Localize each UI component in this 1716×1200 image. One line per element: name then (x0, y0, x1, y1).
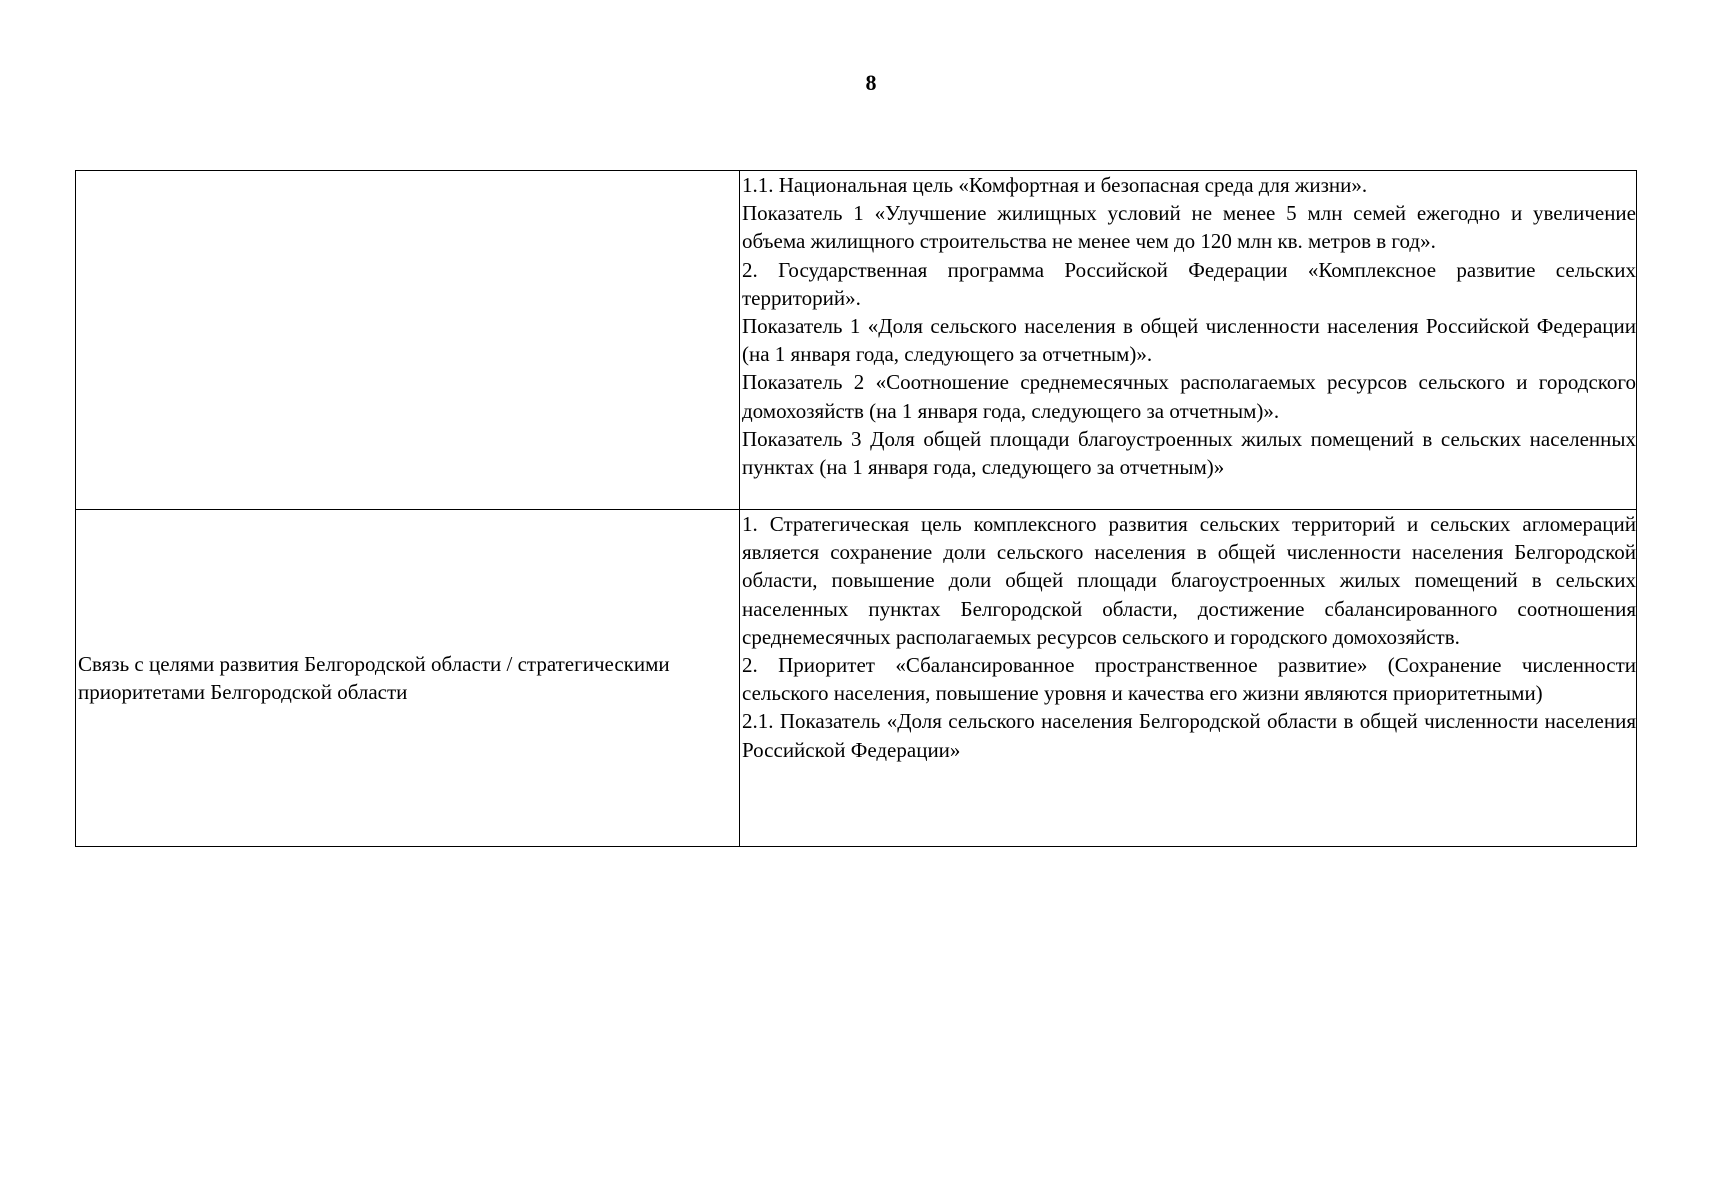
table-row (76, 510, 1637, 847)
paragraph: 1. Стратегическая цель комплексного развития сельских территорий и сельских агломераций является сохранение доли сельского населения в общей численности населения Белгородской области, повышение доли общей площади благоустроенных жилых помещений в сельских населенных пунктах Белгородской области, достижение сбалансированного соотношения среднемесячных располагаемых ресурсов сельского и городского домохозяйств. (742, 512, 1636, 649)
paragraph: 2. Приоритет «Сбалансированное пространственное развитие» (Сохранение численности сельского населения, повышение уровня и качества его жизни являются приоритетными) (742, 653, 1636, 706)
paragraph: 2. Государственная программа Российской Федерации «Комплексное развитие сельских территорий». (742, 257, 1636, 310)
table-cell-right (740, 171, 1637, 510)
goals-table (75, 170, 1637, 847)
table-row (76, 171, 1637, 510)
paragraph: 2.1. Показатель «Доля сельского населения Белгородской области в общей численности населения Российской Федерации» (742, 709, 1636, 762)
table-cell-left: Связь с целями развития Белгородской области / стратегическими приоритетами Белгородской области (76, 510, 740, 847)
paragraph: Показатель 3 Доля общей площади благоустроенных жилых помещений в сельских населенных пунктах (на 1 января года, следующего за отчетным)» (742, 426, 1636, 480)
page-number: 8 (865, 70, 877, 95)
paragraph: 1.1. Национальная цель «Комфортная и безопасная среда для жизни». (742, 173, 1368, 197)
table-cell-right (740, 510, 1637, 847)
paragraph: Показатель 1 «Улучшение жилищных условий не менее 5 млн семей ежегодно и увеличение объема жилищного строительства не менее чем до 120 млн кв. метров в год». (742, 201, 1636, 254)
paragraph: Показатель 2 «Соотношение среднемесячных располагаемых ресурсов сельского и городского домохозяйств (на 1 января года, следующего за отчетным)». (742, 370, 1636, 423)
table-cell-left (76, 171, 740, 510)
paragraph: Показатель 1 «Доля сельского населения в общей численности населения Российской Федерации (на 1 января года, следующего за отчетным)». (742, 314, 1636, 367)
